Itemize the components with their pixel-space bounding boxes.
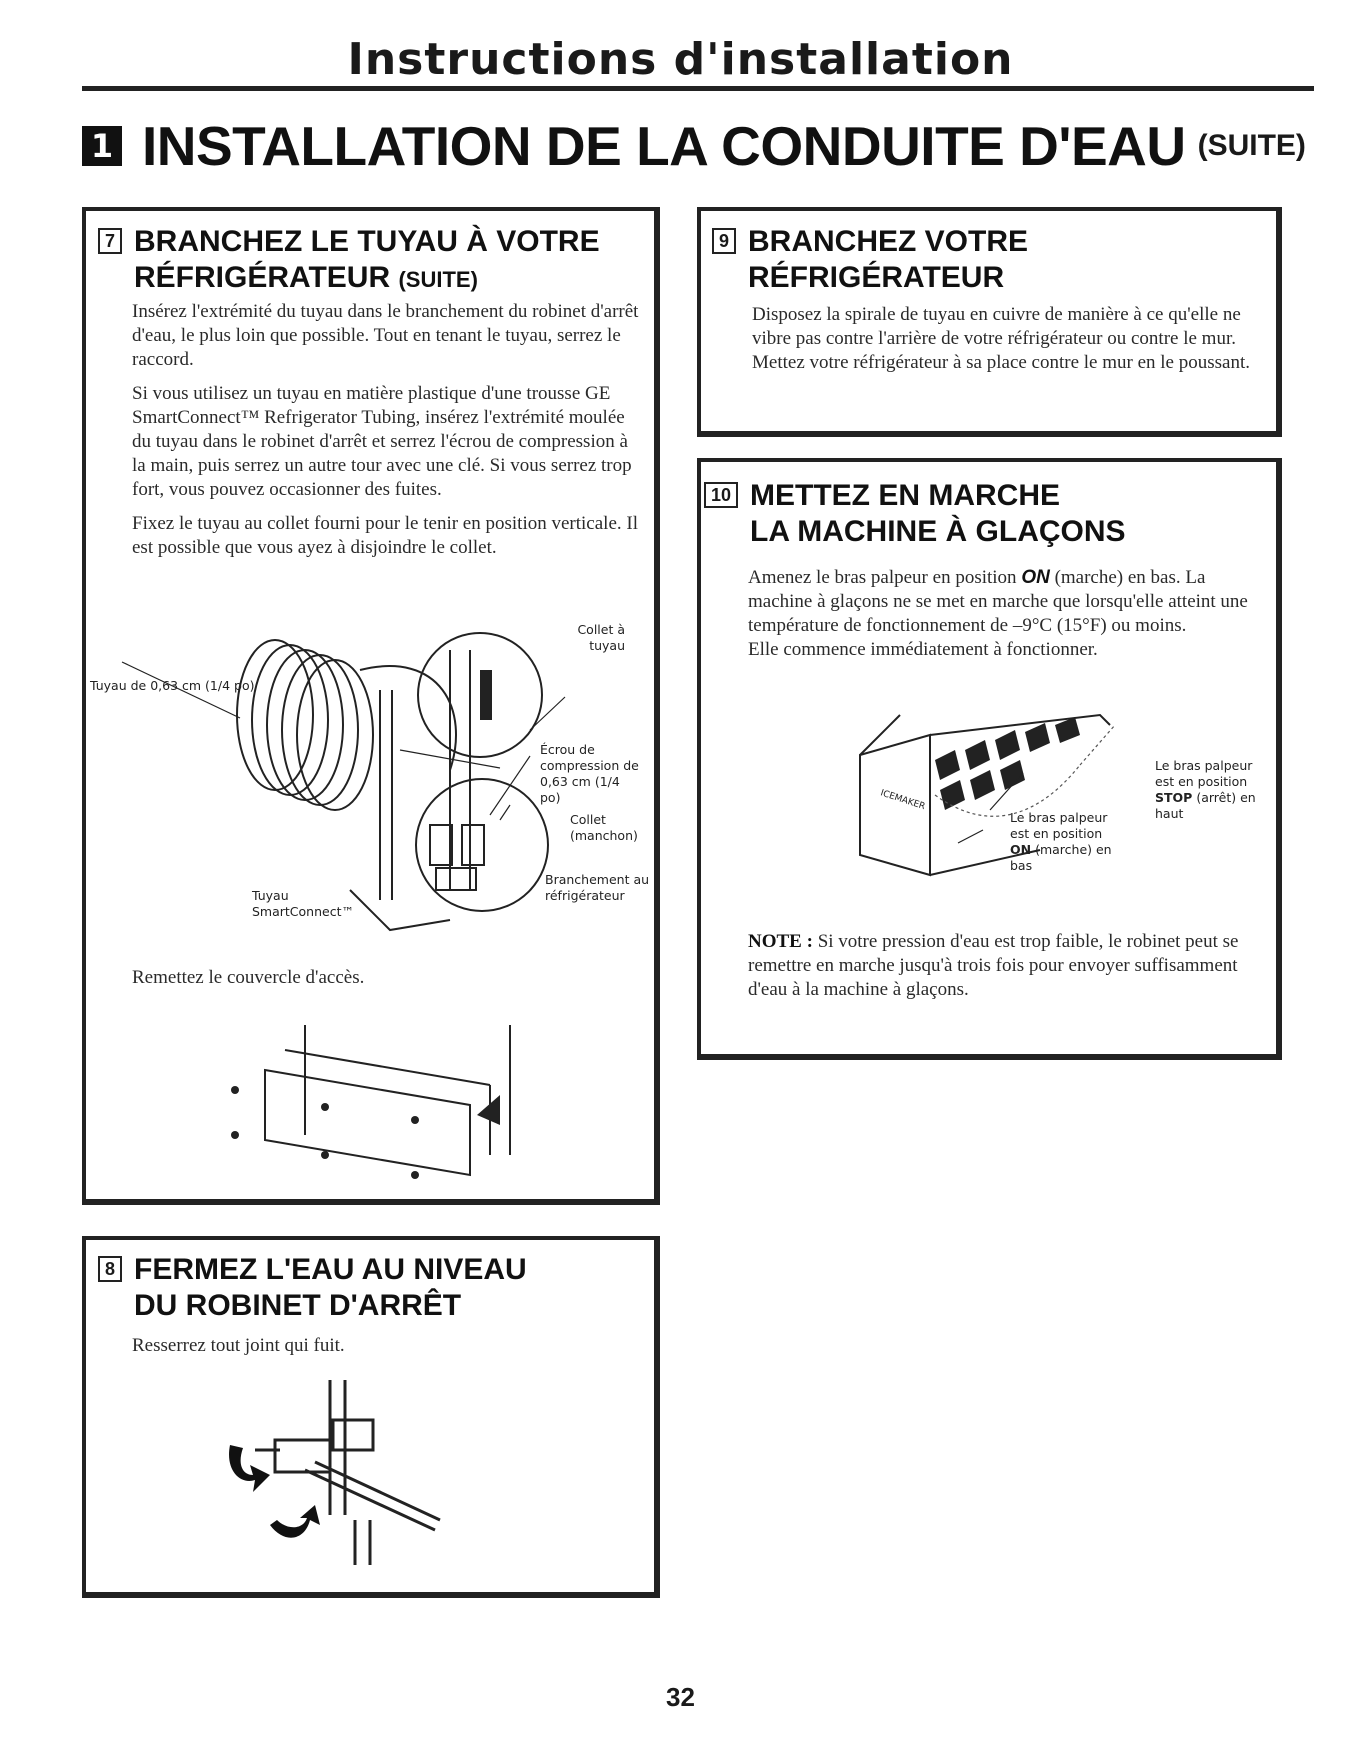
step-8-number: 8 bbox=[98, 1256, 122, 1282]
section-title: INSTALLATION DE LA CONDUITE D'EAU bbox=[142, 115, 1186, 177]
note-label: NOTE : bbox=[748, 931, 813, 952]
step-8-title-line1: FERMEZ L'EAU AU NIVEAU bbox=[134, 1253, 527, 1286]
note-text: Si votre pression d'eau est trop faible, le robinet peut se remettre en marche jusqu'à trois fois pour envoyer suffisamment d'eau à la machine à glaçons. bbox=[748, 931, 1239, 1000]
page-header-title: Instructions d'installation bbox=[347, 34, 1014, 85]
section-heading bbox=[82, 116, 1306, 176]
label-collet-tuyau: Collet à tuyau bbox=[577, 622, 625, 653]
label-on-position: Le bras palpeur est en position ON (marche) en bas bbox=[1010, 810, 1112, 873]
step-8-heading bbox=[98, 1252, 527, 1324]
label-branchement: Branchement au réfrigérateur bbox=[545, 872, 650, 903]
step-7-title-line2: RÉFRIGÉRATEUR bbox=[134, 261, 391, 294]
shutoff-valve-illustration bbox=[215, 1380, 455, 1570]
section-number-badge: 1 bbox=[82, 126, 122, 166]
label-tuyau-063: Tuyau de 0,63 cm (1/4 po) bbox=[90, 678, 255, 693]
icemaker-illustration bbox=[840, 705, 1180, 905]
step-7-heading bbox=[98, 224, 600, 298]
step-8-title-line2: DU ROBINET D'ARRÊT bbox=[134, 1289, 462, 1322]
step-10-paragraph-2: Elle commence immédiatement à fonctionner. bbox=[748, 639, 1098, 660]
step-10-note bbox=[748, 930, 1268, 1002]
step-10-heading bbox=[704, 478, 1126, 550]
step-7-paragraph-1: Insérez l'extrémité du tuyau dans le branchement du robinet d'arrêt d'eau, le plus loin que possible. Tout en tenant le tuyau, serrez le raccord. bbox=[132, 301, 639, 370]
step-10-number: 10 bbox=[704, 482, 738, 508]
label-collet-manchon: Collet (manchon) bbox=[570, 812, 638, 843]
step-10-title-line2: LA MACHINE À GLAÇONS bbox=[750, 515, 1126, 548]
label-stop-position: Le bras palpeur est en position STOP (arrêt) en haut bbox=[1155, 758, 1256, 821]
step-8-paragraph-1: Resserrez tout joint qui fuit. bbox=[132, 1335, 345, 1356]
step-9-number: 9 bbox=[712, 228, 736, 254]
label-ecrou-compression: Écrou de compression de 0,63 cm (1/4 po) bbox=[540, 742, 639, 805]
step-10-on-label: ON bbox=[1021, 567, 1050, 588]
step-10-paragraph-1b: (marche) en bas. La machine à glaçons ne se met en marche que lorsqu'elle atteint une température de fonctionnement de –9°C (15°F) ou moins. bbox=[748, 567, 1248, 636]
section-suffix: (SUITE) bbox=[1197, 129, 1306, 162]
step-9-heading bbox=[712, 224, 1028, 296]
label-tuyau-smartconnect: Tuyau SmartConnect™ bbox=[252, 888, 354, 919]
header-rule bbox=[82, 86, 1314, 91]
step-7-title-line1: BRANCHEZ LE TUYAU À VOTRE bbox=[134, 225, 600, 258]
step-7-text bbox=[132, 300, 642, 570]
step-7-number: 7 bbox=[98, 228, 122, 254]
step-7-paragraph-3: Fixez le tuyau au collet fourni pour le tenir en position verticale. Il est possible que vous ayez à disjoindre le collet. bbox=[132, 513, 638, 558]
step-10-paragraph-1a: Amenez le bras palpeur en position bbox=[748, 567, 1022, 588]
step-10-text bbox=[748, 566, 1270, 672]
step-7-paragraph-4: Remettez le couvercle d'accès. bbox=[132, 967, 365, 988]
page-number: 32 bbox=[666, 1682, 695, 1712]
step-7-paragraph-2: Si vous utilisez un tuyau en matière plastique d'une trousse GE SmartConnect™ Refrigerator Tubing, insérez l'extrémité moulée du tuyau dans le robinet d'arrêt et serrez l'écrou de compression à la main, puis serrez un autre tour avec une clé. Si vous serrez trop fort, vous pouvez occasionner des fuites. bbox=[132, 383, 632, 500]
access-cover-illustration bbox=[215, 1025, 555, 1185]
step-9-title-line2: RÉFRIGÉRATEUR bbox=[748, 261, 1005, 294]
step-9-title-line1: BRANCHEZ VOTRE bbox=[748, 225, 1029, 258]
step-10-title-line1: METTEZ EN MARCHE bbox=[750, 479, 1060, 512]
step-9-paragraph-1: Disposez la spirale de tuyau en cuivre de manière à ce qu'elle ne vibre pas contre l'arrière de votre réfrigérateur ou contre le mur. Mettez votre réfrigérateur à sa place contre le mur en le poussant. bbox=[752, 304, 1250, 373]
step-7-title-suffix: (SUITE) bbox=[398, 267, 478, 292]
icemaker-side-label: ICEMAKER bbox=[879, 788, 927, 813]
